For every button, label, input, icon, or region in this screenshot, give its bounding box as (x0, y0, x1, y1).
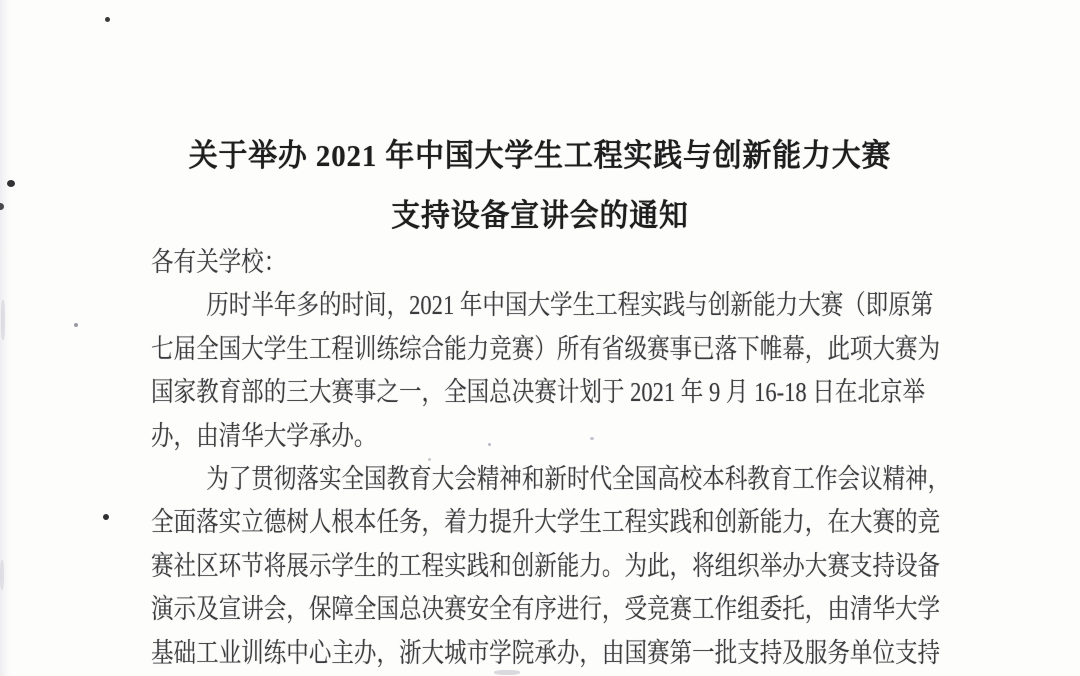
title-line-1: 关于举办 2021 年中国大学生工程实践与创新能力大赛 (188, 138, 892, 173)
paragraph-2-line-5: 基础工业训练中心主办，浙大城市学院承办，由国赛第一批支持及服务单位支持 (151, 637, 941, 668)
scan-edge-shadow (0, 0, 10, 676)
scan-streak (0, 560, 4, 590)
paragraph-1-line-3: 国家教育部的三大赛事之一，全国总决赛计划于 2021 年 9 月 16-18 日在北京举 (151, 377, 926, 408)
salutation: 各有关学校： (151, 247, 287, 277)
scan-streak (1, 300, 5, 340)
paragraph-1-line-1: 历时半年多的时间，2021 年中国大学生工程实践与创新能力大赛（即原第 (206, 290, 934, 321)
paragraph-2-line-4: 演示及宣讲会，保障全国总决赛安全有序进行，受竞赛工作组委托，由清华大学 (151, 594, 941, 625)
paragraph-2-line-1: 为了贯彻落实全国教育大会精神和新时代全国高校本科教育工作会议精神， (206, 463, 951, 494)
document-body (151, 241, 951, 675)
scan-speck (7, 180, 15, 187)
paragraph-2-line-3: 赛社区环节将展示学生的工程实践和创新能力。为此，将组织举办大赛支持设备 (151, 550, 941, 581)
title-line-2: 支持设备宣讲会的通知 (391, 198, 689, 233)
scan-speck (103, 514, 109, 520)
paragraph-1-line-4: 办，由清华大学承办。 (151, 420, 377, 451)
paragraph-1-line-2: 七届全国大学生工程训练综合能力竞赛）所有省级赛事已落下帷幕，此项大赛为 (151, 333, 941, 364)
document-title (177, 126, 902, 246)
scan-speck (105, 17, 110, 22)
scan-speck (0, 203, 4, 210)
scan-speck (74, 323, 78, 327)
paragraph-2-line-2: 全面落实立德树人根本任务，着力提升大学生工程实践和创新能力，在大赛的竞 (151, 507, 941, 538)
